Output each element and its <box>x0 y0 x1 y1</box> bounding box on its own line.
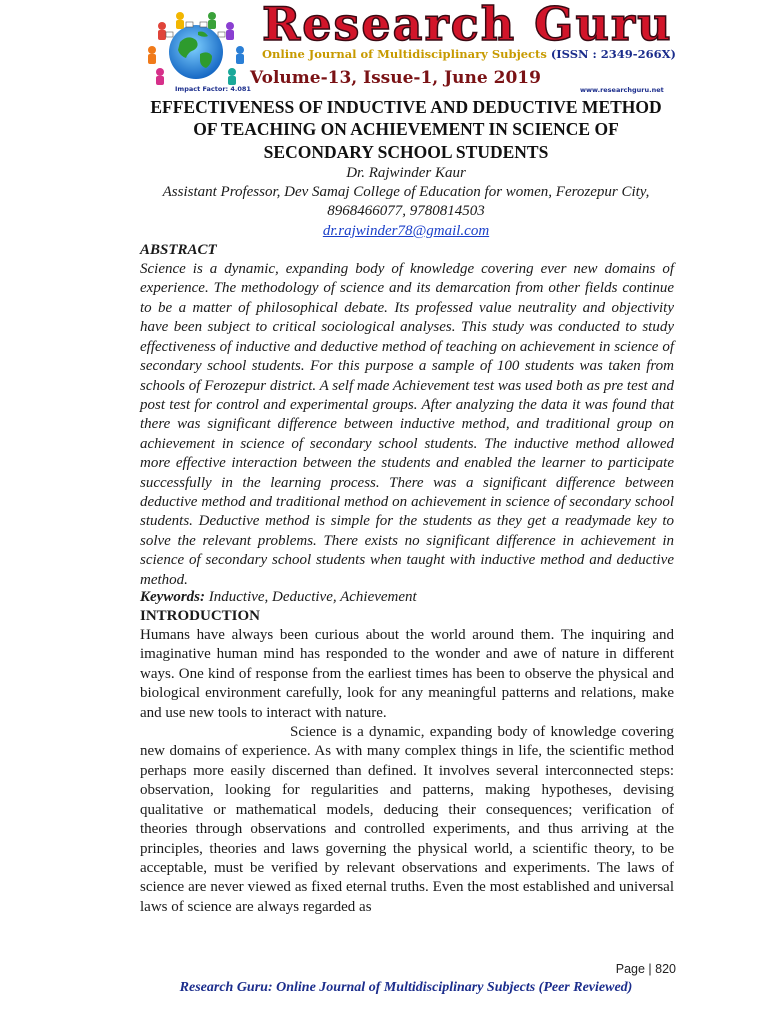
author-name: Dr. Rajwinder Kaur <box>346 165 466 181</box>
article-title-line-2: OF TEACHING ON ACHIEVEMENT IN SCIENCE OF <box>193 119 619 139</box>
introduction-paragraph-2: Science is a dynamic, expanding body of knowledge covering new domains of experience. As with many complex things in life, the scientific method perhaps more easily discerned than defined. It involves several interconnected steps: observation, looking for regularities and patterns, making hypotheses, devising qualitative or mathematical models, deducing their consequences; verification of theories through observations and controlled experiments, and thus arriving at the principles, theories and laws governing the physical world, a scientific theory, to be acceptable, must be verified by relevant observations and experiments. The laws of science are never viewed as fixed eternal truths. Even the most established and universal laws of science are always regarded as <box>140 724 674 915</box>
issn: (ISSN : 2349-266X) <box>550 47 676 61</box>
author-affiliation: Assistant Professor, Dev Samaj College of Education for women, Ferozepur City, <box>162 184 650 200</box>
author-phones: 8968466077, 9780814503 <box>327 203 485 219</box>
introduction-heading: INTRODUCTION <box>140 608 261 624</box>
abstract-heading: ABSTRACT <box>140 242 217 258</box>
impact-factor: Impact Factor: 4.081 <box>175 85 251 93</box>
page-number: Page | 820 <box>615 962 676 976</box>
abstract-body: Science is a dynamic, expanding body of knowledge covering ever new domains of experience. The methodology of science and its demarcation from other fields continue to be a matter of philosophical debate. Its professed value neutrality and objectivity have been subject to critical sociological analyses. This study was conducted to study effectiveness of inductive and deductive method of teaching on achievement in science of secondary school students. For this purpose a sample of 100 students was taken from schools of Ferozepur district. A self made Achievement test was used both as pre test and post test for control and experimental groups. After analyzing the data it was found that there was significant difference between inductive method, and traditional group on achievement in science of secondary school students. The inductive method allowed more effective interaction between the students and enabled the learner to participate successfully in the learning process. There was a significant difference between deductive method and traditional method on achievement in science of secondary school students. Deductive method is simple for the students as they get a readymade key to solve the relevant problems. There exists no significant difference in achievement in science of secondary school students when taught with inductive method and deductive method. <box>140 261 674 588</box>
footer-journal-line: Research Guru: Online Journal of Multidisciplinary Subjects (Peer Reviewed) <box>179 980 633 995</box>
research-guru-logo <box>140 8 252 88</box>
journal-masthead: Research Guru <box>262 0 673 51</box>
article-title-line-3: SECONDARY SCHOOL STUDENTS <box>263 142 549 162</box>
volume-issue: Volume-13, Issue-1, June 2019 <box>250 68 541 88</box>
journal-website[interactable]: www.researchguru.net <box>580 86 664 94</box>
keywords-line <box>140 588 674 607</box>
globe-icon <box>169 25 223 79</box>
author-email-link[interactable]: dr.rajwinder78@gmail.com <box>322 223 490 239</box>
author-email-line <box>40 222 768 241</box>
journal-subtitle <box>262 46 682 62</box>
journal-name: Online Journal of Multidisciplinary Subjects <box>262 47 547 61</box>
article-title-line-1: EFFECTIVENESS OF INDUCTIVE AND DEDUCTIVE METHOD <box>150 97 662 117</box>
introduction-paragraph-1: Humans have always been curious about the world around them. The inquiring and imaginative human mind has responded to the wonder and awe of nature in different ways. One kind of response from the earliest times has been to observe the physical and biological environment carefully, look for any meaningful patterns and relations, make and use new tools to interact with nature. <box>140 627 674 721</box>
keywords-list: Inductive, Deductive, Achievement <box>208 589 417 605</box>
keywords-label: Keywords: <box>140 589 205 605</box>
